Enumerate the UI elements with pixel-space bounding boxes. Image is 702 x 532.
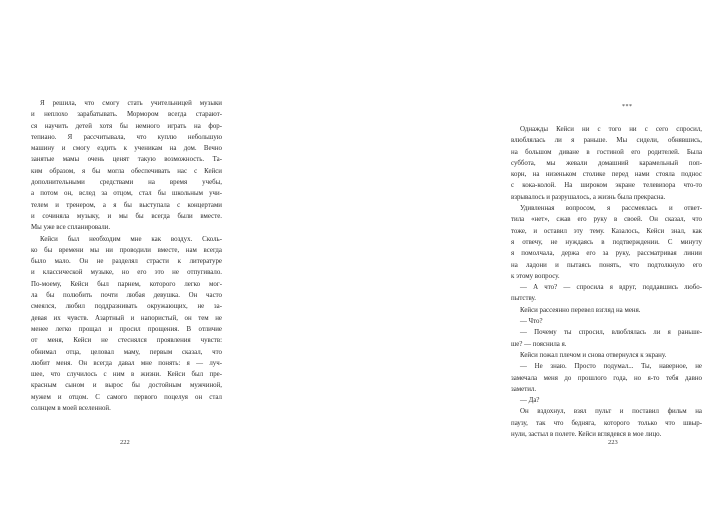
- right-page-body: [511, 124, 702, 440]
- text-line: тоже, и оставил эту тему. Казалось, Кейси знал, как: [511, 227, 702, 235]
- text-line: ся научить детей хотя бы немного играть на фор-: [31, 122, 222, 130]
- text-line: взрывалось и разрушалось, а жизнь была прекрасна.: [511, 193, 666, 201]
- text-line: к этому вопросу.: [511, 272, 560, 280]
- right-page: [250, 0, 702, 532]
- text-line: Кейси рассеянно перевел взгляд на меня.: [520, 306, 641, 314]
- text-line: заметил.: [511, 385, 537, 393]
- page-number-right: 223: [608, 439, 618, 446]
- text-line: ше? — пояснила я.: [511, 340, 567, 348]
- text-line: Кейси был необходим мне как воздух. Сколь-: [40, 235, 222, 243]
- text-line: Однажды Кейси ни с того ни с сего спросил,: [520, 126, 702, 133]
- text-line: на большом диване в гостиной его родителей. Была: [511, 148, 702, 156]
- text-line: ла бы полюбить почти любая девушка. Он часто: [31, 292, 222, 300]
- text-line: — А что? — спросила я вдруг, поддавшись любо-: [520, 284, 702, 292]
- text-line: телем и тренером, а я бы выступала с концертами: [31, 201, 222, 209]
- page-number-left: 222: [120, 439, 130, 446]
- text-line: занятые мамы очень ценят такую возможность. Та-: [31, 156, 222, 164]
- text-line: пытству.: [511, 295, 536, 303]
- text-line: и классической музыке, но его это не отпугивало.: [31, 269, 222, 277]
- text-line: паузу, так что бедняга, которого только что швыр-: [511, 419, 702, 427]
- text-line: мужем и отцом. С самого первого поцелуя он стал: [31, 393, 222, 401]
- text-line: шее, что случилось с ним в жизни. Кейси был пре-: [31, 371, 222, 379]
- text-line: тепиано. Я рассчитывала, что куплю небольшую: [31, 133, 222, 141]
- text-line: ким образом, я бы могла обеспечивать нас с Кейси: [31, 167, 222, 175]
- section-break-mark: ***: [622, 104, 633, 110]
- text-line: суббота, мы жевали домашний карамельный поп-: [511, 159, 702, 167]
- left-page: [0, 0, 250, 532]
- text-line: красным сыном и вырос бы достойным мужчиной,: [31, 382, 222, 390]
- text-line: с кока-колой. На широком экране телевизора что-то: [511, 182, 702, 190]
- text-line: Мы уже все спланировали.: [31, 224, 111, 232]
- text-line: ко бы времени мы ни проводили вместе, нам всегда: [31, 246, 222, 254]
- text-line: а потом он, вслед за отцом, стал бы школьным учи-: [31, 190, 222, 198]
- text-line: тила «нет», сжав его руку в своей. Он сказал, что: [511, 216, 702, 224]
- text-line: и сочиняла музыку, и мы бы всегда были вместе.: [31, 212, 222, 220]
- text-line: солнцем в моей вселенной.: [31, 405, 111, 413]
- text-line: корн, на низеньком столике перед нами стояла поднос: [511, 171, 702, 179]
- text-line: Я решила, что смогу стать учительницей музыки: [40, 100, 222, 107]
- text-line: и неплохо зарабатывать. Мормором всегда старают-: [31, 111, 222, 119]
- text-line: — Почему ты спросил, влюблялась ли я раньше-: [520, 329, 702, 337]
- text-line: от меня, Кейси не стеснялся проявления чувств:: [31, 337, 222, 345]
- text-line: — Да?: [520, 397, 540, 405]
- text-line: любит меня. Он всегда давал мне понять: я — луч-: [31, 359, 222, 367]
- left-page-body: [31, 98, 222, 414]
- text-line: Кейси пожал плечом и снова отвернулся к экрану.: [520, 351, 667, 359]
- text-line: я помолчала, держа его за руку, рассматривая линии: [511, 250, 702, 258]
- text-line: дополнительными средствами на время учебы,: [31, 179, 222, 187]
- text-line: смеялся, любил поддразнивать окружающих, не за-: [31, 303, 222, 311]
- text-line: — Что?: [520, 318, 543, 326]
- text-line: на ладони и пытаясь понять, что подтолкнуло его: [511, 261, 702, 269]
- text-line: я отвечу, не нуждаясь в подтверждении. С минуту: [511, 238, 702, 246]
- text-line: машину и смогу ездить к ученикам на дом. Вечно: [31, 145, 222, 153]
- text-line: обнимал отца, целовал маму, первым сказал, что: [31, 348, 222, 356]
- text-line: По-моему, Кейси был парнем, которого легко мог-: [31, 280, 222, 288]
- text-line: влюблялась ли я раньше. Мы сидели, обнявшись,: [511, 137, 702, 145]
- text-line: нули, застыл в полете. Кейси вглядевся в мое лицо.: [511, 431, 662, 439]
- text-line: замечала меня до прошлого года, но я-то тебя давно: [511, 374, 702, 382]
- text-line: было мало. Он не разделял страсти к литературе: [31, 258, 222, 266]
- text-line: менее легко прощал и просил прощения. В отличие: [31, 325, 222, 333]
- text-line: — Не знаю. Просто подумал... Ты, наверное, не: [520, 363, 702, 371]
- text-line: Он вздохнул, взял пульт и поставил фильм на: [520, 408, 702, 416]
- text-line: девая их чувств. Азартный и напористый, он тем не: [31, 314, 222, 322]
- text-line: Удивленная вопросом, я рассмеялась и ответ-: [520, 205, 702, 213]
